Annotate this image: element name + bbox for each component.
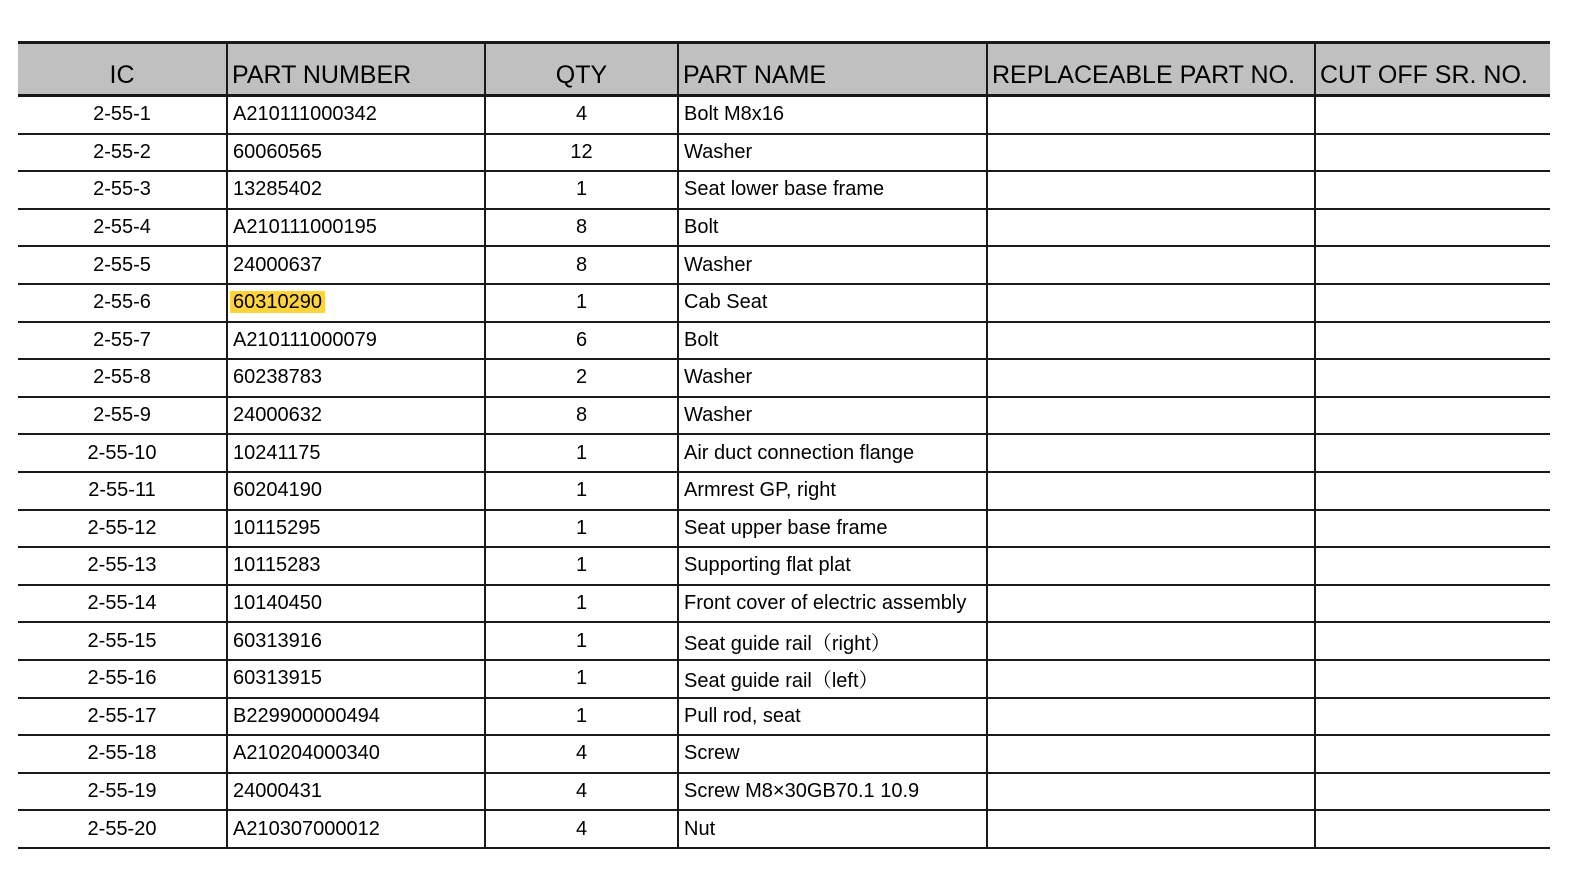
cell-part-number: 10115295 [227, 510, 485, 548]
table-body [18, 96, 1550, 848]
header-cut-off-sr-no: CUT OFF SR. NO. [1315, 43, 1550, 96]
cell-part-number: A210307000012 [227, 810, 485, 848]
cell-cut-off-sr-no [1315, 284, 1550, 322]
cell-ic: 2-55-1 [18, 96, 227, 134]
header-replaceable-part-no: REPLACEABLE PART NO. [987, 43, 1315, 96]
cell-cut-off-sr-no [1315, 622, 1550, 660]
cell-qty: 4 [485, 773, 678, 811]
table-row [18, 810, 1550, 848]
table-row [18, 472, 1550, 510]
cell-cut-off-sr-no [1315, 735, 1550, 773]
cell-part-number [227, 284, 485, 322]
cell-ic: 2-55-13 [18, 547, 227, 585]
table-row [18, 698, 1550, 736]
cell-ic: 2-55-5 [18, 246, 227, 284]
table-row [18, 209, 1550, 247]
cell-part-name: Front cover of electric assembly [678, 585, 987, 623]
cell-cut-off-sr-no [1315, 510, 1550, 548]
table-row [18, 773, 1550, 811]
cell-part-name: Seat guide rail（right） [678, 622, 987, 660]
table-row [18, 510, 1550, 548]
cell-replaceable-part-no [987, 735, 1315, 773]
header-part-name: PART NAME [678, 43, 987, 96]
cell-part-name: Supporting flat plat [678, 547, 987, 585]
table-row [18, 585, 1550, 623]
cell-part-name: Washer [678, 246, 987, 284]
table-row [18, 547, 1550, 585]
table-row [18, 434, 1550, 472]
cell-replaceable-part-no [987, 322, 1315, 360]
cell-replaceable-part-no [987, 660, 1315, 698]
cell-cut-off-sr-no [1315, 434, 1550, 472]
cell-part-name: Washer [678, 397, 987, 435]
cell-replaceable-part-no [987, 134, 1315, 172]
cell-replaceable-part-no [987, 472, 1315, 510]
cell-part-number: 60204190 [227, 472, 485, 510]
table-header [18, 43, 1550, 96]
cell-replaceable-part-no [987, 397, 1315, 435]
header-qty: QTY [485, 43, 678, 96]
cell-part-name: Washer [678, 134, 987, 172]
cell-qty: 1 [485, 660, 678, 698]
cell-cut-off-sr-no [1315, 397, 1550, 435]
cell-cut-off-sr-no [1315, 698, 1550, 736]
cell-qty: 1 [485, 434, 678, 472]
cell-part-name: Bolt [678, 322, 987, 360]
cell-qty: 1 [485, 171, 678, 209]
cell-ic: 2-55-2 [18, 134, 227, 172]
cell-ic: 2-55-6 [18, 284, 227, 322]
cell-replaceable-part-no [987, 246, 1315, 284]
cell-replaceable-part-no [987, 359, 1315, 397]
table-row [18, 246, 1550, 284]
cell-part-number: 60238783 [227, 359, 485, 397]
cell-qty: 6 [485, 322, 678, 360]
table-row [18, 660, 1550, 698]
table-row [18, 284, 1550, 322]
cell-replaceable-part-no [987, 96, 1315, 134]
cell-qty: 4 [485, 96, 678, 134]
cell-part-name: Air duct connection flange [678, 434, 987, 472]
cell-cut-off-sr-no [1315, 810, 1550, 848]
cell-part-number: 10241175 [227, 434, 485, 472]
cell-cut-off-sr-no [1315, 134, 1550, 172]
cell-part-name: Washer [678, 359, 987, 397]
cell-qty: 8 [485, 397, 678, 435]
cell-ic: 2-55-20 [18, 810, 227, 848]
parts-table [18, 41, 1550, 849]
cell-replaceable-part-no [987, 773, 1315, 811]
cell-ic: 2-55-17 [18, 698, 227, 736]
table-row [18, 735, 1550, 773]
cell-replaceable-part-no [987, 209, 1315, 247]
cell-part-number: A210204000340 [227, 735, 485, 773]
cell-qty: 1 [485, 284, 678, 322]
cell-replaceable-part-no [987, 547, 1315, 585]
cell-part-name: Seat upper base frame [678, 510, 987, 548]
cell-part-number: 10115283 [227, 547, 485, 585]
cell-qty: 2 [485, 359, 678, 397]
cell-ic: 2-55-4 [18, 209, 227, 247]
cell-replaceable-part-no [987, 434, 1315, 472]
cell-ic: 2-55-12 [18, 510, 227, 548]
cell-replaceable-part-no [987, 585, 1315, 623]
cell-cut-off-sr-no [1315, 585, 1550, 623]
cell-part-name: Nut [678, 810, 987, 848]
cell-replaceable-part-no [987, 698, 1315, 736]
cell-part-name: Pull rod, seat [678, 698, 987, 736]
cell-part-name: Cab Seat [678, 284, 987, 322]
cell-part-name: Armrest GP, right [678, 472, 987, 510]
cell-part-name: Screw M8×30GB70.1 10.9 [678, 773, 987, 811]
cell-cut-off-sr-no [1315, 773, 1550, 811]
highlighted-part-number: 60310290 [230, 291, 325, 313]
cell-part-number: 10140450 [227, 585, 485, 623]
table-row [18, 134, 1550, 172]
cell-cut-off-sr-no [1315, 171, 1550, 209]
cell-qty: 4 [485, 810, 678, 848]
cell-part-name: Screw [678, 735, 987, 773]
cell-ic: 2-55-7 [18, 322, 227, 360]
cell-qty: 1 [485, 472, 678, 510]
cell-cut-off-sr-no [1315, 472, 1550, 510]
cell-part-number: 24000632 [227, 397, 485, 435]
cell-cut-off-sr-no [1315, 246, 1550, 284]
table-row [18, 622, 1550, 660]
cell-ic: 2-55-8 [18, 359, 227, 397]
cell-qty: 1 [485, 510, 678, 548]
cell-ic: 2-55-3 [18, 171, 227, 209]
cell-replaceable-part-no [987, 622, 1315, 660]
cell-ic: 2-55-15 [18, 622, 227, 660]
header-row [18, 43, 1550, 96]
cell-cut-off-sr-no [1315, 660, 1550, 698]
cell-cut-off-sr-no [1315, 96, 1550, 134]
cell-cut-off-sr-no [1315, 209, 1550, 247]
cell-part-number: 60313915 [227, 660, 485, 698]
cell-cut-off-sr-no [1315, 547, 1550, 585]
cell-part-number: 13285402 [227, 171, 485, 209]
cell-qty: 1 [485, 547, 678, 585]
cell-qty: 1 [485, 622, 678, 660]
table-row [18, 359, 1550, 397]
cell-ic: 2-55-16 [18, 660, 227, 698]
table-row [18, 171, 1550, 209]
header-part-number: PART NUMBER [227, 43, 485, 96]
cell-qty: 12 [485, 134, 678, 172]
cell-replaceable-part-no [987, 171, 1315, 209]
cell-ic: 2-55-18 [18, 735, 227, 773]
cell-part-number: 24000431 [227, 773, 485, 811]
cell-qty: 1 [485, 585, 678, 623]
header-ic: IC [18, 43, 227, 96]
table-row [18, 397, 1550, 435]
cell-replaceable-part-no [987, 810, 1315, 848]
cell-part-number: 60313916 [227, 622, 485, 660]
cell-part-number: B229900000494 [227, 698, 485, 736]
cell-ic: 2-55-9 [18, 397, 227, 435]
cell-part-number: A210111000195 [227, 209, 485, 247]
cell-cut-off-sr-no [1315, 322, 1550, 360]
cell-part-name: Seat lower base frame [678, 171, 987, 209]
cell-part-number: 24000637 [227, 246, 485, 284]
cell-part-number: A210111000342 [227, 96, 485, 134]
cell-replaceable-part-no [987, 284, 1315, 322]
table-row [18, 322, 1550, 360]
cell-part-number: A210111000079 [227, 322, 485, 360]
cell-qty: 8 [485, 209, 678, 247]
cell-part-name: Bolt M8x16 [678, 96, 987, 134]
cell-ic: 2-55-11 [18, 472, 227, 510]
cell-cut-off-sr-no [1315, 359, 1550, 397]
cell-part-name: Seat guide rail（left） [678, 660, 987, 698]
cell-replaceable-part-no [987, 510, 1315, 548]
cell-ic: 2-55-19 [18, 773, 227, 811]
cell-part-number: 60060565 [227, 134, 485, 172]
cell-ic: 2-55-14 [18, 585, 227, 623]
cell-qty: 8 [485, 246, 678, 284]
cell-qty: 4 [485, 735, 678, 773]
cell-part-name: Bolt [678, 209, 987, 247]
cell-ic: 2-55-10 [18, 434, 227, 472]
cell-qty: 1 [485, 698, 678, 736]
table-row [18, 96, 1550, 134]
